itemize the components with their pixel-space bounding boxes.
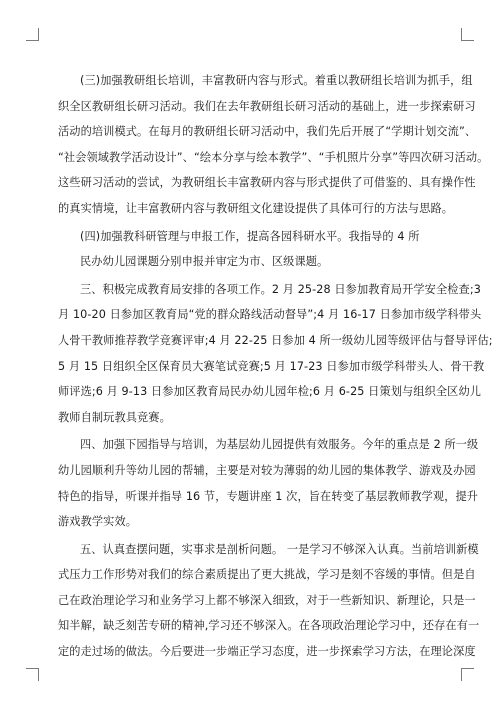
text-line: 己在政治理论学习和业务学习上都不够深入细致，对于一些新知识、新理论，只是一 [58,593,476,607]
document-body [58,68,493,665]
text-line: 四、加强下园指导与培训，为基层幼儿园提供有效服务。今年的重点是 2 所一级 [80,438,479,452]
text-line: 五、认真查摆问题，实事求是剖析问题。 一是学习不够深入认真。当前培训新模 [80,542,479,556]
text-line: “社会领域教学活动设计”、“绘本分享与绘本教学”、“手机照片分享”等四次研习活动。 [58,150,489,164]
page-corner-mark-bottom-left [26,668,39,681]
text-line: 活动的培训模式。在每月的教研组长研习活动中，我们先后开展了“学期计划交流”、 [58,125,477,139]
text-line: 定的走过场的做法。今后要进一步端正学习态度，进一步探索学习方法，在理论深度 [58,645,476,659]
text-line: (四)加强教科研管理与申报工作，提高各园科研水平。我指导的 4 所 [80,229,420,243]
text-line: 民办幼儿园课题分别申报并审定为市、区级课题。 [80,255,329,269]
paragraph [58,537,480,665]
text-line: 游戏教学实效。 [58,515,138,529]
page-corner-mark-top-right [461,28,474,41]
paragraph [58,277,493,431]
text-line: 织全区教研组长研习活动。我们在去年教研组长研习活动的基础上，进一步探索研习 [58,99,476,113]
paragraph [58,432,479,534]
paragraph [58,224,438,275]
page-corner-mark-top-left [26,28,39,41]
page-corner-mark-bottom-right [461,668,474,681]
text-line: 师评选;6 月 9-13 日参加区教育局民办幼儿园年检;6 月 6-25 日策划与组织全区幼儿 [58,385,482,399]
text-line: 月 10-20 日参加区教育局“党的群众路线活动督导”;4 月 16-17 日参加市级学科带头 [58,308,482,322]
text-line: (三)加强教研组长培训，丰富教研内容与形式。着重以教研组长培训为抓手，组 [80,74,473,87]
text-line: 人骨干教师推荐教学竞赛评审;4 月 22-25 日参加 4 所一级幼儿园等级评估与督导评估; [58,333,493,347]
text-line: 的真实情境，让丰富教研内容与教研组文化建设提供了具体可行的方法与思路。 [58,201,454,215]
text-line: 这些研习活动的尝试，为教研组长丰富教研内容与形式提供了可借鉴的、具有操作性 [58,176,476,190]
text-line: 式压力工作形势对我们的综合素质提出了更大挑战，学习是刻不容缓的事情。但是自 [58,568,476,582]
paragraph [58,68,489,222]
text-line: 幼儿园顺利升等幼儿园的帮辅，主要是对较为薄弱的幼儿园的集体教学、游戏及办园 [58,463,476,477]
text-line: 5 月 15 日组织全区保育员大赛笔试竞赛;5 月 17-23 日参加市级学科带头人、骨干教 [58,359,485,373]
text-line: 特色的指导，听课并指导 16 节，专题讲座 1 次，旨在转变了基层教师教学观，提升 [58,489,479,503]
text-line: 知半解，缺乏刻苦专研的精神,学习还不够深入。在各项政治理论学习中，还存在有一 [58,619,480,633]
text-line: 三、积极完成教育局安排的各项工作。2 月 25-28 日参加教育局开学安全检查;3 [80,282,481,296]
text-line: 教师自制玩教具竞赛。 [58,410,171,424]
